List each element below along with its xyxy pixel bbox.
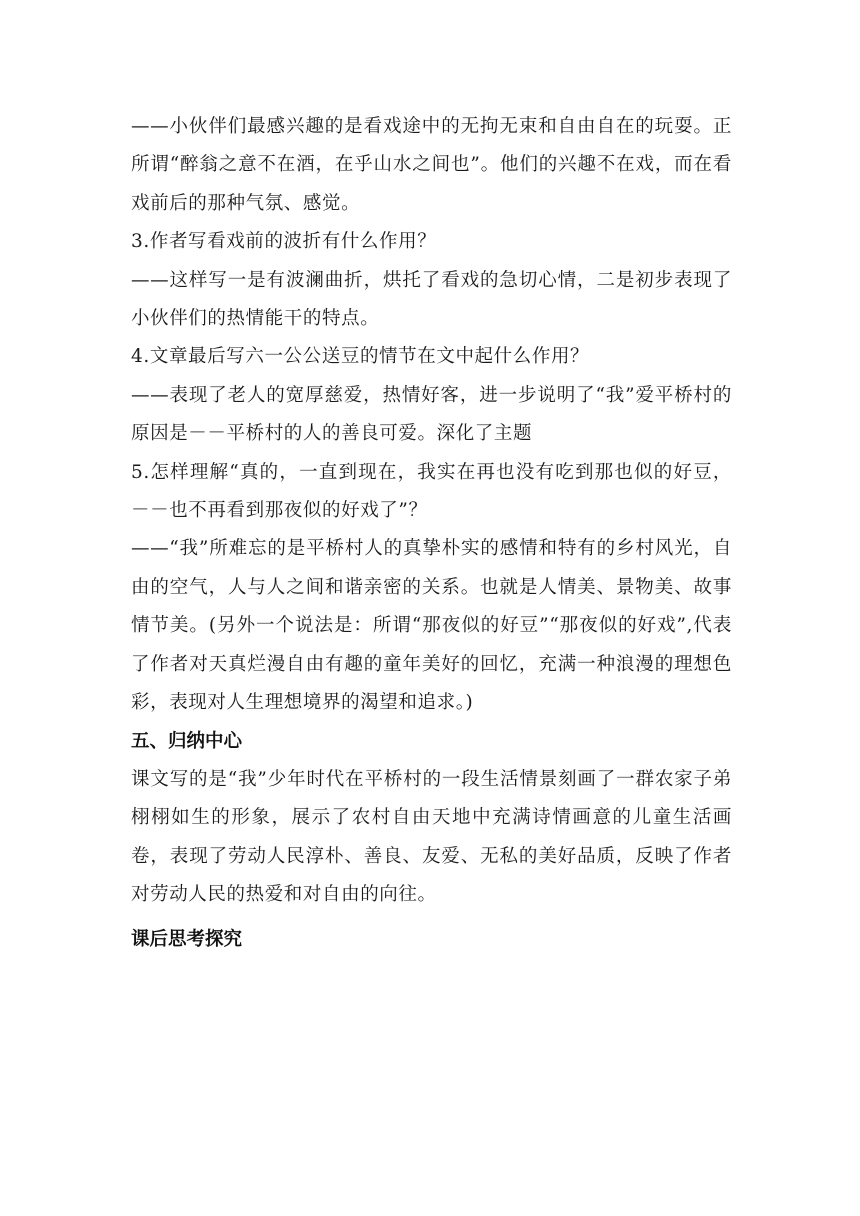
answer-3: ——这样写一是有波澜曲折，烘托了看戏的急切心情，二是初步表现了小伙伴们的热情能干的特点。: [131, 269, 732, 330]
document-body: [131, 108, 732, 959]
answer-paragraph-2: ——小伙伴们最感兴趣的是看戏途中的无拘无束和自由自在的玩耍。正所谓“醉翁之意不在酒，在乎山水之间也”。他们的兴趣不在戏，而在看戏前后的那种气氛、感觉。: [131, 116, 732, 214]
answer-4: ——表现了老人的宽厚慈爱，热情好客，进一步说明了“我”爱平桥村的原因是－－平桥村的人的善良可爱。深化了主题: [131, 384, 732, 445]
section-heading-summary: 五、归纳中心: [131, 730, 243, 752]
summary-paragraph: 课文写的是“我”少年时代在平桥村的一段生活情景刻画了一群农家子弟栩栩如生的形象，展示了农村自由天地中充满诗情画意的儿童生活画卷，表现了劳动人民淳朴、善良、友爱、无私的美好品质，反映了作者对劳动人民的热爱和对自由的向往。: [131, 768, 732, 906]
question-3: 3.作者写看戏前的波折有什么作用？: [131, 231, 437, 253]
question-5: 5.怎样理解“真的，一直到现在，我实在再也没有吃到那也似的好豆，－－也不再看到那夜似的好戏了”？: [131, 461, 732, 522]
question-4: 4.文章最后写六一公公送豆的情节在文中起什么作用？: [131, 346, 590, 368]
section-heading-exercise: 课后思考探究: [131, 928, 243, 950]
answer-5: ——“我”所难忘的是平桥村人的真挚朴实的感情和特有的乡村风光，自由的空气，人与人之间和谐亲密的关系。也就是人情美、景物美、故事情节美。(另外一个说法是：所谓“那夜似的好豆”“那夜似的好戏”,代表了作者对天真烂漫自由有趣的童年美好的回忆，充满一种浪漫的理想色彩，表现对人生理想境界的渴望和追求。): [131, 538, 732, 714]
